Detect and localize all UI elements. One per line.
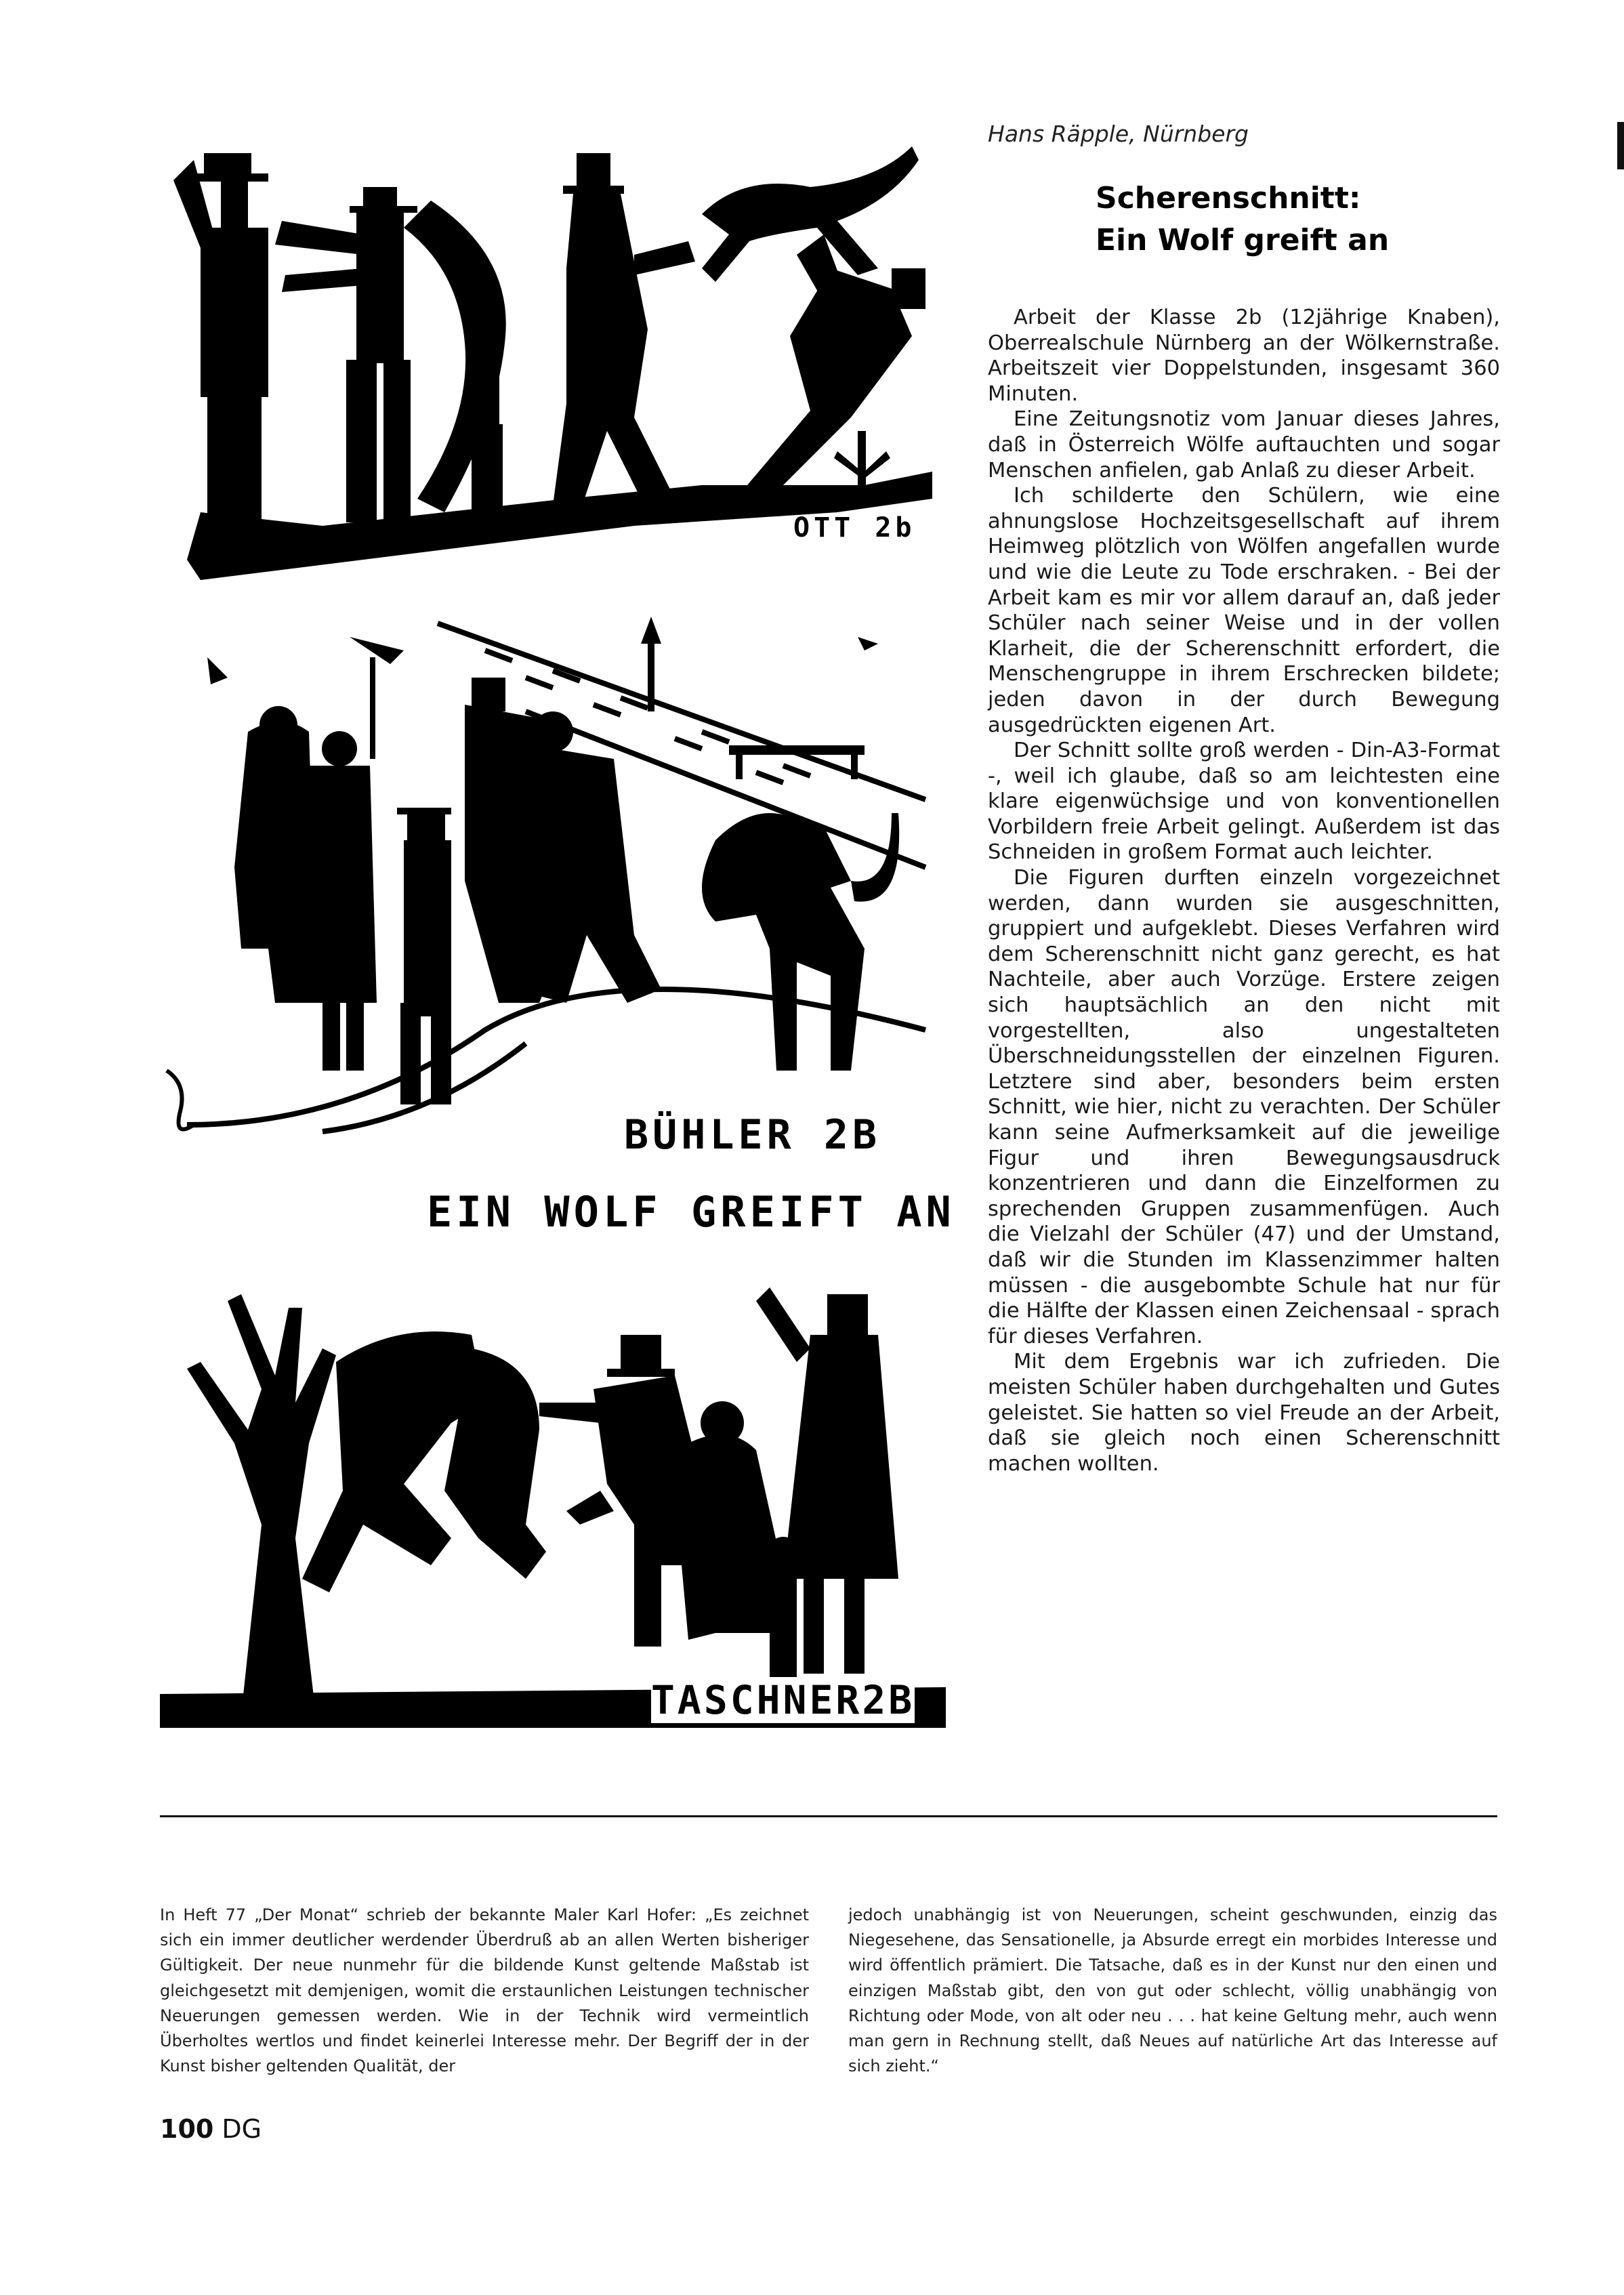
page-number: 100 bbox=[160, 2114, 214, 2144]
signature-taschner: TASCHNER2B bbox=[651, 1677, 915, 1723]
headline-line-2: Ein Wolf greift an bbox=[1096, 223, 1390, 257]
paragraph: Der Schnitt sollte groß werden - Din-A3-Format -, weil ich glaube, daß so am leichtesten eine klare eigenwüchsige und von konventionellen Vorbildern freie Arbeit gelingt. Außerdem ist das Schneiden in großem Format auch leichter. bbox=[988, 739, 1500, 865]
signature-buehler: BÜHLER 2B bbox=[624, 1111, 881, 1159]
paragraph: Eine Zeitungsnotiz vom Januar dieses Jahres, daß in Österreich Wölfe auftauchten und sogar Menschen anfielen, gab Anlaß zu dieser Arbeit. bbox=[988, 407, 1500, 482]
page-edge-mark bbox=[1617, 122, 1624, 169]
quote-text: jedoch unabhängig ist von Neuerungen, scheint geschwunden, einzig das Niegesehene, das Sensationelle, ja Absurde erregt ein morbides Interesse und wird öffentlich prämiert. Die Tatsache, daß es in der Kunst nur den einen und einzigen Maßstab gibt, den von gut oder schlecht, völlig unabhängig von Richtung oder Mode, von alt oder neu . . . hat keine Geltung mehr, auch wenn man gern in Rechnung stellt, daß Neues auf natürliche Art das Interesse auf sich zieht.“ bbox=[848, 1905, 1497, 2076]
article-body bbox=[988, 305, 1500, 1476]
illustration-taschner bbox=[160, 1199, 946, 1728]
page-folio bbox=[160, 2114, 262, 2144]
illustration-title: EIN WOLF GREIFT AN bbox=[427, 1187, 955, 1237]
paragraph: Ich schilderte den Schülern, wie eine ahnungslose Hochzeitsgesellschaft auf ihrem Heimweg plötzlich von Wölfen angefallen wurde und wie die Leute zu Tode erschraken. - Bei der Arbeit kam es mir vor allem darauf an, daß jeder Schüler nach seiner Weise und in der vollen Klarheit, die der Scherenschnitt erfordert, die Menschengruppe in ihrem Erschrecken bildete; jeden davon in der durch Bewegung ausgedrückten eigenen Art. bbox=[988, 484, 1500, 737]
silhouette-tree-wolf-attack bbox=[160, 1199, 946, 1728]
divider-rule bbox=[160, 1815, 1497, 1817]
quote-text: In Heft 77 „Der Monat“ schrieb der bekannte Maler Karl Hofer: „Es zeichnet sich ein immer deutlicher werdender Überdruß ab an allen Werten bisheriger Gültigkeit. Der neue nunmehr für die bildende Kunst geltende Maßstab ist gleichgesetzt mit demjenigen, womit die erstaunlichen Leistungen technischer Neuerungen gemessen werden. Wie in der Technik wird vermeintlich Überholtes wertlos und findet keinerlei Interesse mehr. Der Begriff der in der Kunst bisher geltenden Qualität, der bbox=[160, 1905, 809, 2076]
quote-column-left bbox=[160, 1903, 809, 2079]
signature-ott: OTT 2b bbox=[793, 512, 916, 543]
quote-column-right bbox=[848, 1903, 1497, 2079]
journal-mark: DG bbox=[222, 2114, 262, 2144]
illustration-ott bbox=[160, 133, 932, 594]
paragraph: Arbeit der Klasse 2b (12jährige Knaben), Oberrealschule Nürnberg an der Wölkernstraße. Arbeitszeit vier Doppelstunden, insgesamt 360 Minuten. bbox=[988, 306, 1500, 406]
author-line: Hans Räpple, Nürnberg bbox=[988, 121, 1249, 147]
illustration-buehler bbox=[146, 596, 932, 1179]
headline bbox=[1096, 178, 1389, 262]
headline-line-1: Scherenschnitt: bbox=[1096, 181, 1361, 215]
paragraph: Mit dem Ergebnis war ich zufrieden. Die meisten Schüler haben durchgehalten und Gutes geleistet. Sie hatten so viel Freude an der Arbeit, daß sie gleich noch einen Scherenschnitt machen wollten. bbox=[988, 1350, 1500, 1476]
paragraph: Die Figuren durften einzeln vorgezeichnet werden, dann wurden sie ausgeschnitten, gruppiert und aufgeklebt. Dieses Verfahren wird dem Scherenschnitt nicht ganz gerecht, es hat Nachteile, aber auch Vorzüge. Erstere zeigen sich hauptsächlich an den nicht mit vorgestellten, also ungestalteten Überschneidungsstellen der einzelnen Figuren. Letztere sind aber, besonders beim ersten Schnitt, wie hier, nicht zu verachten. Der Schüler kann seine Aufmerksamkeit auf die jeweilige Figur und ihren Bewegungsausdruck konzentrieren und dann die Einzelformen zu sprechenden Gruppen zusammenfügen. Auch die Vielzahl der Schüler (47) und der Umstand, daß wir die Stunden im Klassenzimmer halten müssen - die ausgebombte Schule hat nur für die Hälfte der Klassen einen Zeichensaal - sprach für dieses Verfahren. bbox=[988, 866, 1500, 1348]
silhouette-wedding-party-wolf bbox=[146, 596, 932, 1179]
